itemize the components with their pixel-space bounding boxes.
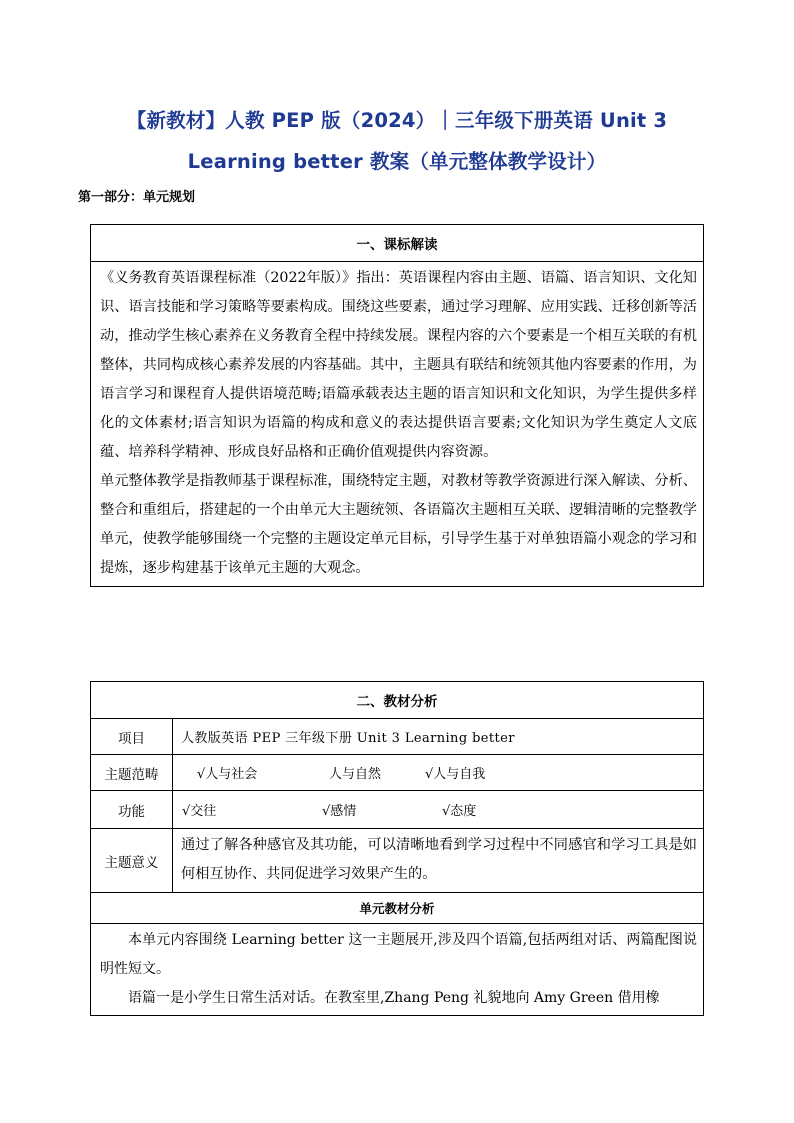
section2-header: 二、教材分析 xyxy=(91,682,704,719)
function-option-attitude: √态度 xyxy=(442,804,477,819)
theme-label: 主题范畴 xyxy=(91,755,173,791)
section1-paragraph-2: 单元整体教学是指教师基于课程标准，围绕特定主题，对教材等教学资源进行深入解读、分析、整合和重组后，搭建起的一个由单元大主题统领、各语篇次主题相互关联、逻辑清晰的完整教学单元，使教学能够围绕一个完整的主题设定单元目标，引导学生基于对单独语篇小观念的学习和提炼，逐步构建基于该单元主题的大观念。 xyxy=(100,473,697,576)
function-option-communication: √交往 xyxy=(182,804,217,819)
unit-analysis-body xyxy=(91,924,704,1016)
textbook-analysis-table xyxy=(90,681,704,1016)
theme-option-society: √人与社会 xyxy=(197,767,258,782)
section1-paragraph-1: 《义务教育英语课程标准（2022年版）》指出：英语课程内容由主题、语篇、语言知识、文化知识、语言技能和学习策略等要素构成。围绕这些要素，通过学习理解、应用实践、迁移创新等活动，推动学生核心素养在义务教育全程中持续发展。课程内容的六个要素是一个相互关联的有机整体，共同构成核心素养发展的内容基础。其中，主题具有联结和统领其他内容要素的作用，为语言学习和课程育人提供语境范畴;语篇承载表达主题的语言知识和文化知识，为学生提供多样化的文体素材;语言知识为语篇的构成和意义的表达提供语言要素;文化知识为学生奠定人文底蕴、培养科学精神、形成良好品格和正确价值观提供内容资源。 xyxy=(100,270,697,460)
unit-paragraph-2: 语篇一是小学生日常生活对话。在教室里,Zhang Peng 礼貌地向 Amy Green 借用橡 xyxy=(128,990,660,1006)
section1-body xyxy=(91,262,704,587)
title-line-2: Learning better 教案（单元整体教学设计） xyxy=(187,150,607,173)
theme-option-self: √人与自我 xyxy=(425,767,486,782)
section1-header: 一、课标解读 xyxy=(91,225,704,262)
function-options xyxy=(173,791,704,829)
unit-analysis-header: 单元教材分析 xyxy=(91,893,704,924)
item-value: 人教版英语 PEP 三年级下册 Unit 3 Learning better xyxy=(173,719,704,755)
function-option-feelings: √感情 xyxy=(322,804,357,819)
theme-options xyxy=(173,755,704,791)
part-label: 第一部分：单元规划 xyxy=(78,190,196,205)
item-label: 项目 xyxy=(91,719,173,755)
meaning-label: 主题意义 xyxy=(91,829,173,893)
curriculum-table xyxy=(90,224,704,587)
function-label: 功能 xyxy=(91,791,173,829)
document-title xyxy=(60,100,734,182)
unit-paragraph-1: 本单元内容围绕 Learning better 这一主题展开,涉及四个语篇,包括两组对话、两篇配图说明性短文。 xyxy=(100,932,697,977)
meaning-value: 通过了解各种感官及其功能，可以清晰地看到学习过程中不同感官和学习工具是如何相互协作、共同促进学习效果产生的。 xyxy=(173,829,704,893)
title-line-1: 【新教材】人教 PEP 版（2024）｜三年级下册英语 Unit 3 xyxy=(126,109,668,132)
theme-option-nature: 人与自然 xyxy=(329,767,382,782)
